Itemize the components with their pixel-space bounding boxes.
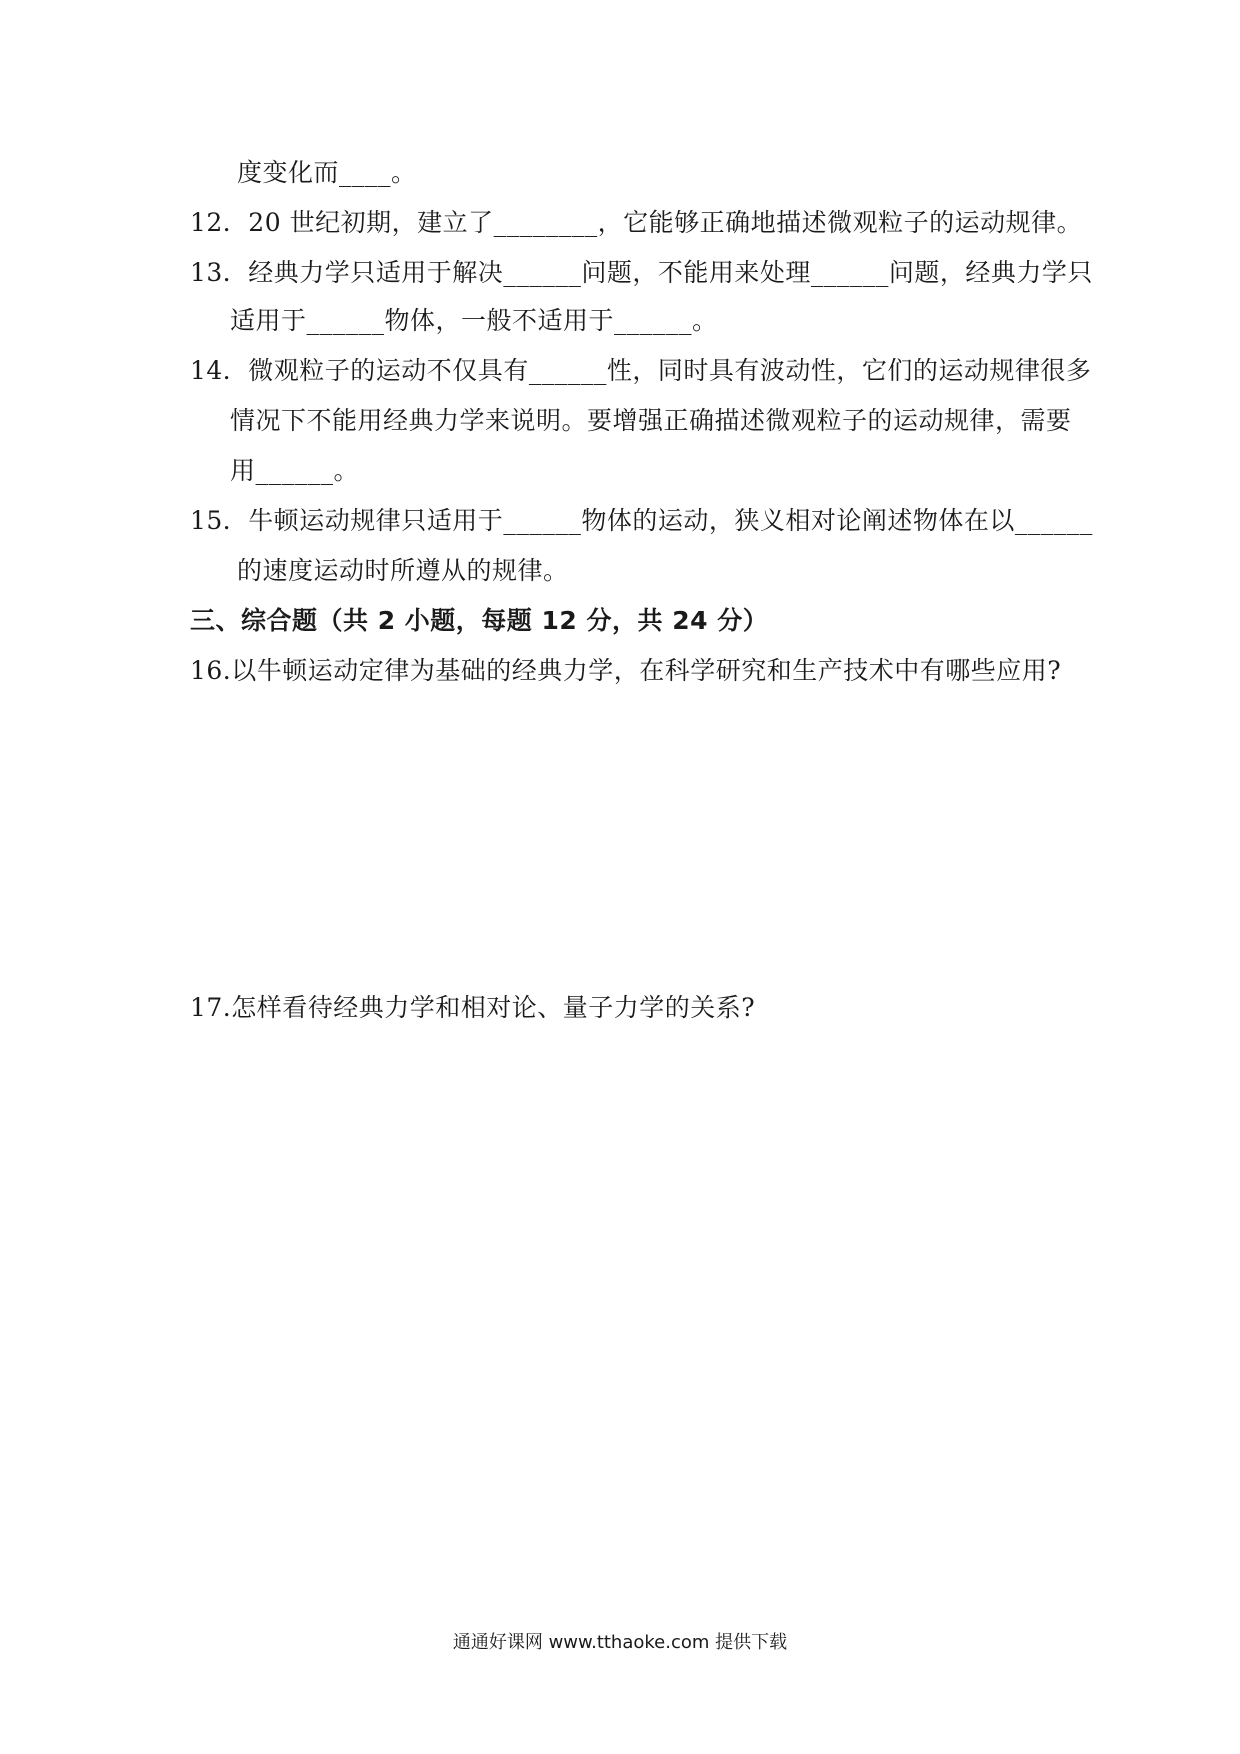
question-13-line-1: 13．经典力学只适用于解决______问题，不能用来处理______问题，经典力学只 (190, 258, 1093, 287)
question-15-line-2: 的速度运动时所遵从的规律。 (237, 556, 569, 585)
page-footer: 通通好课网 www.tthaoke.com 提供下载 (452, 1632, 788, 1653)
q11-continuation: 度变化而____。 (237, 158, 417, 187)
question-15-line-1: 15．牛顿运动规律只适用于______物体的运动，狭义相对论阐述物体在以______ (190, 506, 1093, 535)
question-16: 16.以牛顿运动定律为基础的经典力学，在科学研究和生产技术中有哪些应用? (190, 656, 1062, 685)
section-3-heading: 三、综合题（共 2 小题，每题 12 分，共 24 分） (190, 606, 769, 635)
question-13-line-2: 适用于______物体，一般不适用于______。 (230, 306, 718, 335)
question-14-line-1: 14．微观粒子的运动不仅具有______性，同时具有波动性，它们的运动规律很多 (190, 356, 1092, 385)
question-17: 17.怎样看待经典力学和相对论、量子力学的关系? (190, 993, 756, 1022)
answer-area-17 (190, 1040, 1070, 1600)
question-14-line-3: 用______。 (230, 456, 360, 485)
question-12: 12．20 世纪初期，建立了________，它能够正确地描述微观粒子的运动规律。 (190, 208, 1083, 237)
answer-area-16 (190, 700, 1070, 980)
question-14-line-2: 情况下不能用经典力学来说明。要增强正确描述微观粒子的运动规律，需要 (230, 406, 1072, 435)
